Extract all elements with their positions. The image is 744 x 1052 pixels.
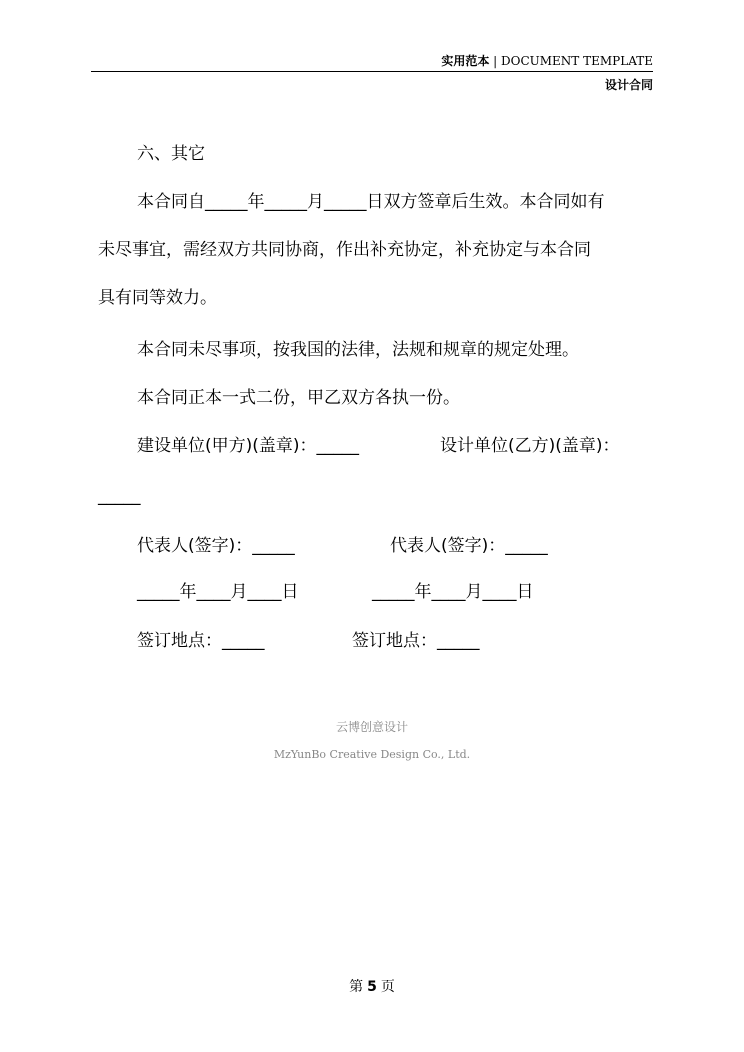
party-a-unit-field: 建设单位(甲方)(盖章)：_____ (137, 436, 360, 456)
header-title-en: DOCUMENT TEMPLATE (501, 54, 653, 68)
header-subtitle: 设计合同 (604, 78, 653, 92)
section-heading: 六、其它 (137, 144, 205, 164)
footer-company-en: MzYunBo Creative Design Co., Ltd. (273, 748, 471, 761)
paragraph-line: 本合同自_____年_____月_____日双方签章后生效。本合同如有 (137, 192, 605, 212)
party-b-rep-field: 代表人(签字)：_____ (390, 536, 548, 556)
paragraph-line: 具有同等效力。 (98, 288, 217, 308)
page-suffix: 页 (380, 979, 395, 995)
header-title-cn: 实用范本 (441, 54, 490, 68)
paragraph-line: 本合同未尽事项，按我国的法律，法规和规章的规定处理。 (137, 340, 579, 360)
footer-company-cn: 云博创意设计 (335, 720, 408, 734)
party-a-date-field: _____年____月____日 (137, 582, 299, 602)
header-title (441, 52, 653, 69)
party-b-unit-field: 设计单位(乙方)(盖章)： (440, 436, 620, 456)
header-divider (91, 71, 653, 72)
header-separator: | (489, 54, 501, 68)
party-a-place-field: 签订地点：_____ (137, 631, 265, 651)
page-number-value: 5 (367, 979, 377, 995)
party-b-place-field: 签订地点：_____ (352, 631, 480, 651)
party-b-unit-blank: _____ (98, 486, 141, 506)
page-prefix: 第 (349, 979, 364, 995)
party-a-rep-field: 代表人(签字)：_____ (137, 536, 295, 556)
page-number (0, 976, 744, 996)
paragraph-line: 未尽事宜，需经双方共同协商，作出补充协定，补充协定与本合同 (98, 240, 591, 260)
party-b-date-field: _____年____月____日 (372, 582, 534, 602)
paragraph-line: 本合同正本一式二份，甲乙双方各执一份。 (137, 388, 460, 408)
